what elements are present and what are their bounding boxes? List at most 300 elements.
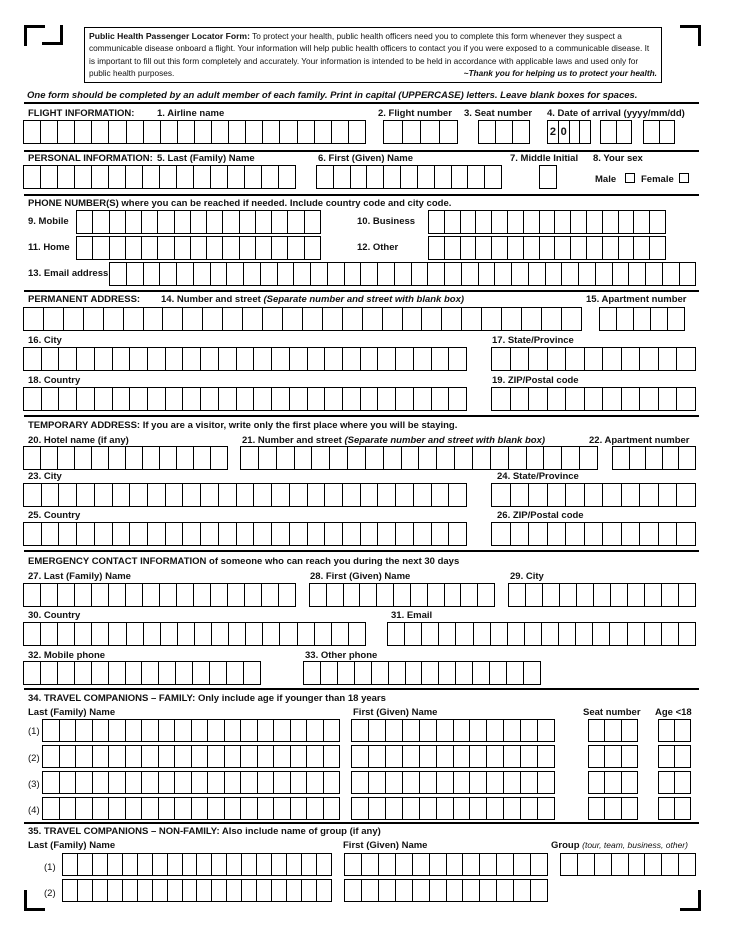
perm-country-input[interactable] (23, 387, 467, 411)
char-cell[interactable] (76, 772, 93, 793)
char-cell[interactable] (113, 484, 131, 506)
char-cell[interactable] (432, 484, 450, 506)
char-cell[interactable] (538, 720, 554, 741)
char-cell[interactable] (161, 623, 178, 645)
char-cell[interactable] (109, 584, 126, 606)
char-cell[interactable] (512, 263, 529, 285)
char-cell[interactable] (482, 308, 502, 330)
char-cell[interactable] (192, 798, 209, 819)
char-cell[interactable] (126, 746, 143, 767)
char-cell[interactable] (246, 623, 263, 645)
char-cell[interactable] (479, 263, 496, 285)
char-cell[interactable] (645, 854, 662, 875)
char-cell[interactable] (109, 662, 126, 684)
char-cell[interactable] (345, 854, 362, 875)
char-cell[interactable] (113, 388, 131, 410)
char-cell[interactable] (93, 772, 110, 793)
char-cell[interactable] (496, 121, 513, 143)
char-cell[interactable] (680, 263, 696, 285)
char-cell[interactable] (211, 166, 228, 188)
char-cell[interactable] (422, 308, 442, 330)
char-cell[interactable] (555, 211, 571, 233)
char-cell[interactable] (538, 746, 554, 767)
char-cell[interactable] (454, 720, 471, 741)
char-cell[interactable] (127, 121, 144, 143)
temp-apartment-input[interactable] (612, 446, 696, 470)
char-cell[interactable] (509, 447, 527, 469)
char-cell[interactable] (225, 720, 242, 741)
emergency-last-input[interactable] (23, 583, 296, 607)
char-cell[interactable] (360, 584, 377, 606)
char-cell[interactable] (308, 523, 326, 545)
char-cell[interactable] (261, 263, 278, 285)
char-cell[interactable] (383, 308, 403, 330)
char-cell[interactable] (384, 447, 402, 469)
char-cell[interactable] (578, 854, 595, 875)
char-cell[interactable] (566, 523, 585, 545)
family-4-first-input[interactable] (351, 797, 555, 820)
char-cell[interactable] (386, 798, 403, 819)
char-cell[interactable] (130, 348, 148, 370)
char-cell[interactable] (502, 308, 522, 330)
char-cell[interactable] (492, 523, 511, 545)
char-cell[interactable] (263, 308, 283, 330)
char-cell[interactable] (290, 523, 308, 545)
char-cell[interactable] (259, 447, 277, 469)
char-cell[interactable] (274, 746, 291, 767)
char-cell[interactable] (361, 388, 379, 410)
char-cell[interactable] (421, 121, 440, 143)
char-cell[interactable] (548, 348, 567, 370)
char-cell[interactable] (207, 237, 223, 259)
char-cell[interactable] (219, 523, 237, 545)
char-cell[interactable] (432, 348, 450, 370)
char-cell[interactable] (272, 880, 287, 901)
temp-country-input[interactable] (23, 522, 467, 546)
char-cell[interactable] (420, 798, 437, 819)
char-cell[interactable] (490, 662, 507, 684)
char-cell[interactable] (435, 166, 452, 188)
emergency-country-input[interactable] (23, 622, 366, 646)
char-cell[interactable] (367, 166, 384, 188)
char-cell[interactable] (225, 746, 242, 767)
char-cell[interactable] (41, 662, 58, 684)
char-cell[interactable] (208, 720, 225, 741)
char-cell[interactable] (237, 484, 255, 506)
char-cell[interactable] (452, 166, 469, 188)
char-cell[interactable] (577, 584, 594, 606)
char-cell[interactable] (58, 447, 75, 469)
char-cell[interactable] (208, 746, 225, 767)
char-cell[interactable] (495, 263, 512, 285)
char-cell[interactable] (194, 263, 211, 285)
first-name-input[interactable] (316, 165, 502, 189)
char-cell[interactable] (194, 447, 211, 469)
char-cell[interactable] (310, 584, 327, 606)
char-cell[interactable] (175, 772, 192, 793)
char-cell[interactable] (59, 484, 77, 506)
char-cell[interactable] (473, 662, 490, 684)
char-cell[interactable] (245, 166, 262, 188)
char-cell[interactable] (93, 880, 108, 901)
family-2-age-input[interactable] (658, 745, 691, 768)
char-cell[interactable] (524, 211, 540, 233)
char-cell[interactable] (487, 746, 504, 767)
char-cell[interactable] (605, 772, 621, 793)
char-cell[interactable] (240, 237, 256, 259)
char-cell[interactable] (332, 623, 349, 645)
char-cell[interactable] (566, 348, 585, 370)
char-cell[interactable] (629, 263, 646, 285)
char-cell[interactable] (651, 308, 668, 330)
char-cell[interactable] (24, 623, 41, 645)
char-cell[interactable] (142, 772, 159, 793)
char-cell[interactable] (237, 523, 255, 545)
char-cell[interactable] (166, 484, 184, 506)
char-cell[interactable] (208, 798, 225, 819)
char-cell[interactable] (195, 623, 212, 645)
char-cell[interactable] (343, 348, 361, 370)
char-cell[interactable] (227, 880, 242, 901)
char-cell[interactable] (454, 772, 471, 793)
char-cell[interactable] (352, 772, 369, 793)
char-cell[interactable] (207, 211, 223, 233)
char-cell[interactable] (160, 166, 177, 188)
char-cell[interactable] (142, 211, 158, 233)
char-cell[interactable] (303, 308, 323, 330)
char-cell[interactable] (272, 211, 288, 233)
char-cell[interactable] (511, 484, 530, 506)
char-cell[interactable] (437, 772, 454, 793)
char-cell[interactable] (295, 447, 313, 469)
char-cell[interactable] (429, 211, 445, 233)
char-cell[interactable] (422, 662, 439, 684)
char-cell[interactable] (228, 166, 245, 188)
char-cell[interactable] (675, 772, 690, 793)
char-cell[interactable] (529, 388, 548, 410)
char-cell[interactable] (262, 584, 279, 606)
char-cell[interactable] (361, 523, 379, 545)
date-year-input[interactable] (547, 120, 591, 144)
char-cell[interactable] (369, 772, 386, 793)
char-cell[interactable] (514, 854, 531, 875)
family-1-age-input[interactable] (658, 719, 691, 742)
char-cell[interactable] (302, 854, 317, 875)
char-cell[interactable] (403, 798, 420, 819)
char-cell[interactable] (113, 523, 131, 545)
char-cell[interactable] (559, 623, 576, 645)
char-cell[interactable] (603, 348, 622, 370)
char-cell[interactable] (543, 584, 560, 606)
char-cell[interactable] (601, 121, 617, 143)
char-cell[interactable] (513, 121, 529, 143)
char-cell[interactable] (60, 798, 77, 819)
char-cell[interactable] (579, 263, 596, 285)
char-cell[interactable] (526, 584, 543, 606)
char-cell[interactable] (24, 662, 41, 684)
char-cell[interactable] (521, 746, 538, 767)
char-cell[interactable] (258, 720, 275, 741)
char-cell[interactable] (95, 523, 113, 545)
char-cell[interactable] (144, 121, 161, 143)
airline-input[interactable] (23, 120, 366, 144)
char-cell[interactable] (487, 772, 504, 793)
char-cell[interactable] (201, 484, 219, 506)
char-cell[interactable] (126, 447, 143, 469)
char-cell[interactable] (241, 447, 259, 469)
char-cell[interactable] (225, 798, 242, 819)
char-cell[interactable] (287, 880, 302, 901)
char-cell[interactable] (542, 623, 559, 645)
char-cell[interactable] (142, 662, 159, 684)
char-cell[interactable] (504, 772, 521, 793)
temp-zip-input[interactable] (491, 522, 696, 546)
char-cell[interactable] (75, 166, 92, 188)
nonfamily-1-group-input[interactable] (560, 853, 696, 876)
char-cell[interactable] (429, 237, 445, 259)
char-cell[interactable] (229, 623, 246, 645)
char-cell[interactable] (302, 880, 317, 901)
char-cell[interactable] (650, 237, 665, 259)
char-cell[interactable] (504, 720, 521, 741)
char-cell[interactable] (470, 798, 487, 819)
char-cell[interactable] (175, 237, 191, 259)
char-cell[interactable] (280, 623, 297, 645)
hotel-input[interactable] (23, 446, 228, 470)
char-cell[interactable] (369, 798, 386, 819)
char-cell[interactable] (325, 484, 343, 506)
family-2-seat-input[interactable] (588, 745, 638, 768)
char-cell[interactable] (508, 623, 525, 645)
char-cell[interactable] (212, 623, 229, 645)
char-cell[interactable] (634, 308, 651, 330)
emergency-city-input[interactable] (508, 583, 696, 607)
char-cell[interactable] (566, 388, 585, 410)
char-cell[interactable] (258, 772, 275, 793)
char-cell[interactable] (622, 388, 641, 410)
last-name-input[interactable] (23, 165, 296, 189)
char-cell[interactable] (315, 623, 332, 645)
perm-state-input[interactable] (491, 347, 696, 371)
char-cell[interactable] (492, 484, 511, 506)
char-cell[interactable] (274, 772, 291, 793)
char-cell[interactable] (294, 263, 311, 285)
char-cell[interactable] (511, 388, 530, 410)
char-cell[interactable] (290, 388, 308, 410)
char-cell[interactable] (542, 308, 562, 330)
char-cell[interactable] (109, 166, 126, 188)
char-cell[interactable] (622, 798, 637, 819)
char-cell[interactable] (508, 211, 524, 233)
char-cell[interactable] (225, 772, 242, 793)
char-cell[interactable] (291, 720, 308, 741)
char-cell[interactable] (290, 484, 308, 506)
home-input[interactable] (76, 236, 321, 260)
seat-number-input[interactable] (478, 120, 530, 144)
char-cell[interactable] (75, 623, 92, 645)
char-cell[interactable] (59, 523, 77, 545)
char-cell[interactable] (645, 584, 662, 606)
char-cell[interactable] (362, 880, 379, 901)
char-cell[interactable] (372, 662, 389, 684)
char-cell[interactable] (130, 484, 148, 506)
char-cell[interactable] (177, 447, 194, 469)
char-cell[interactable] (241, 772, 258, 793)
char-cell[interactable] (159, 746, 176, 767)
char-cell[interactable] (308, 348, 326, 370)
char-cell[interactable] (219, 388, 237, 410)
family-1-first-input[interactable] (351, 719, 555, 742)
char-cell[interactable] (93, 746, 110, 767)
char-cell[interactable] (272, 484, 290, 506)
char-cell[interactable] (428, 584, 445, 606)
other-phone-input[interactable] (428, 236, 666, 260)
char-cell[interactable] (343, 308, 363, 330)
char-cell[interactable] (244, 662, 260, 684)
char-cell[interactable] (677, 388, 695, 410)
char-cell[interactable] (414, 388, 432, 410)
perm-city-input[interactable] (23, 347, 467, 371)
char-cell[interactable] (59, 348, 77, 370)
date-day-input[interactable] (643, 120, 675, 144)
char-cell[interactable] (524, 662, 540, 684)
char-cell[interactable] (288, 211, 304, 233)
char-cell[interactable] (307, 772, 324, 793)
char-cell[interactable] (130, 388, 148, 410)
char-cell[interactable] (58, 623, 75, 645)
char-cell[interactable] (366, 447, 384, 469)
char-cell[interactable] (369, 746, 386, 767)
char-cell[interactable] (504, 798, 521, 819)
char-cell[interactable] (291, 746, 308, 767)
char-cell[interactable] (351, 166, 368, 188)
char-cell[interactable] (640, 388, 659, 410)
char-cell[interactable] (92, 166, 109, 188)
char-cell[interactable] (241, 720, 258, 741)
char-cell[interactable] (142, 798, 159, 819)
char-cell[interactable] (343, 484, 361, 506)
char-cell[interactable] (571, 237, 587, 259)
char-cell[interactable] (345, 880, 362, 901)
char-cell[interactable] (211, 584, 228, 606)
char-cell[interactable] (492, 211, 508, 233)
char-cell[interactable] (279, 166, 295, 188)
char-cell[interactable] (159, 798, 176, 819)
char-cell[interactable] (349, 623, 365, 645)
char-cell[interactable] (191, 237, 207, 259)
char-cell[interactable] (428, 263, 445, 285)
char-cell[interactable] (177, 166, 194, 188)
perm-street-input[interactable] (23, 307, 582, 331)
char-cell[interactable] (263, 623, 280, 645)
char-cell[interactable] (352, 746, 369, 767)
char-cell[interactable] (130, 523, 148, 545)
char-cell[interactable] (24, 348, 42, 370)
family-1-last-input[interactable] (42, 719, 340, 742)
char-cell[interactable] (449, 348, 466, 370)
char-cell[interactable] (587, 237, 603, 259)
char-cell[interactable] (144, 308, 164, 330)
char-cell[interactable] (43, 746, 60, 767)
char-cell[interactable] (396, 388, 414, 410)
char-cell[interactable] (201, 388, 219, 410)
char-cell[interactable] (126, 662, 143, 684)
char-cell[interactable] (593, 623, 610, 645)
business-input[interactable] (428, 210, 666, 234)
char-cell[interactable] (468, 166, 485, 188)
char-cell[interactable] (191, 211, 207, 233)
char-cell[interactable] (521, 798, 538, 819)
char-cell[interactable] (278, 263, 295, 285)
char-cell[interactable] (413, 854, 430, 875)
char-cell[interactable] (508, 237, 524, 259)
char-cell[interactable] (677, 523, 695, 545)
char-cell[interactable] (630, 447, 647, 469)
char-cell[interactable] (277, 447, 295, 469)
char-cell[interactable] (241, 746, 258, 767)
char-cell[interactable] (445, 263, 462, 285)
char-cell[interactable] (622, 772, 637, 793)
char-cell[interactable] (41, 121, 58, 143)
char-cell[interactable] (437, 720, 454, 741)
char-cell[interactable] (622, 720, 637, 741)
char-cell[interactable] (403, 121, 422, 143)
char-cell[interactable] (361, 348, 379, 370)
char-cell[interactable] (603, 211, 619, 233)
family-2-last-input[interactable] (42, 745, 340, 768)
char-cell[interactable] (562, 263, 579, 285)
char-cell[interactable] (197, 854, 212, 875)
char-cell[interactable] (177, 584, 194, 606)
char-cell[interactable] (24, 584, 41, 606)
char-cell[interactable] (183, 348, 201, 370)
char-cell[interactable] (645, 623, 662, 645)
char-cell[interactable] (462, 263, 479, 285)
char-cell[interactable] (603, 237, 619, 259)
char-cell[interactable] (355, 662, 372, 684)
char-cell[interactable] (160, 263, 177, 285)
char-cell[interactable] (343, 388, 361, 410)
char-cell[interactable] (522, 308, 542, 330)
char-cell[interactable] (650, 211, 665, 233)
char-cell[interactable] (126, 798, 143, 819)
temp-city-input[interactable] (23, 483, 467, 507)
char-cell[interactable] (420, 746, 437, 767)
char-cell[interactable] (227, 854, 242, 875)
char-cell[interactable] (327, 584, 344, 606)
char-cell[interactable] (378, 348, 396, 370)
char-cell[interactable] (640, 348, 659, 370)
char-cell[interactable] (312, 447, 330, 469)
char-cell[interactable] (291, 772, 308, 793)
char-cell[interactable] (507, 662, 524, 684)
char-cell[interactable] (605, 798, 621, 819)
char-cell[interactable] (430, 880, 447, 901)
char-cell[interactable] (600, 308, 617, 330)
char-cell[interactable] (272, 854, 287, 875)
char-cell[interactable] (634, 211, 650, 233)
char-cell[interactable] (195, 121, 212, 143)
char-cell[interactable] (245, 584, 262, 606)
char-cell[interactable] (127, 623, 144, 645)
male-checkbox[interactable] (625, 173, 635, 183)
char-cell[interactable] (330, 447, 348, 469)
emergency-first-input[interactable] (309, 583, 495, 607)
char-cell[interactable] (422, 623, 439, 645)
char-cell[interactable] (263, 121, 280, 143)
char-cell[interactable] (63, 880, 78, 901)
char-cell[interactable] (585, 523, 604, 545)
